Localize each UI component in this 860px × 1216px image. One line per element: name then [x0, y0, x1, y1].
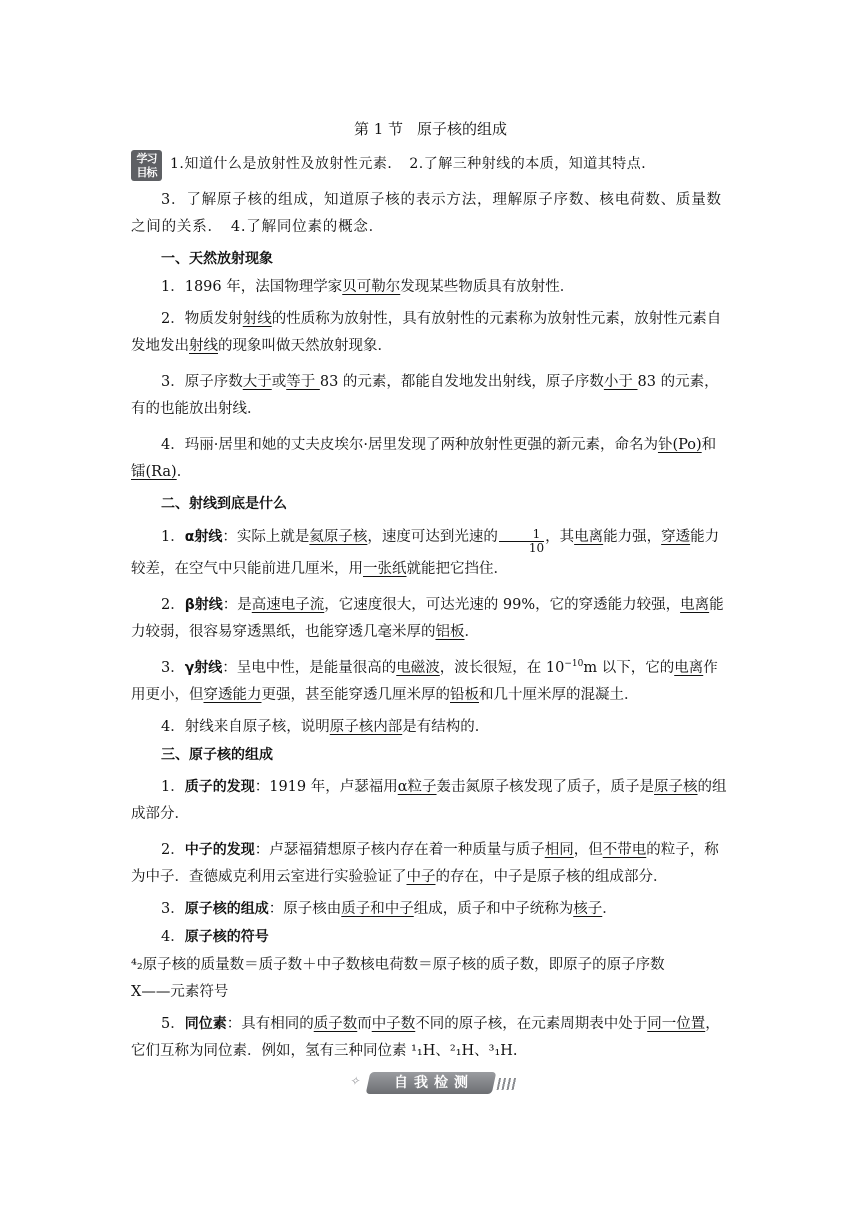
paragraph: 3．原子核的组成：原子核由质子和中子组成，质子和中子统称为核子．	[161, 901, 617, 917]
section-name: 原子核的组成	[417, 120, 508, 138]
stripes-icon	[496, 1078, 517, 1090]
goal-line-1: 1.知道什么是放射性及放射性元素． 2.了解三种射线的本质，知道其特点．	[170, 156, 656, 172]
paragraph: 4．玛丽·居里和她的丈夫皮埃尔·居里发现了两种放射性更强的新元素，命名为钋(Po)和镭(Ra)．	[131, 437, 717, 480]
self-check-label: 自我检测	[393, 1075, 474, 1091]
fraction: $\frac{1}{10}$	[499, 528, 544, 555]
nucleus-symbol-note: ⁴₂原子核的质量数＝质子数＋中子数核电荷数＝原子核的质子数，即原子的原子序数	[131, 957, 665, 973]
paragraph: 3．原子序数大于或等于 83 的元素，都能自发地发出射线，原子序数小于 83 的元素，有的也能放出射线．	[131, 374, 719, 417]
heading-rays: 二、射线到底是什么	[161, 496, 287, 512]
nucleus-symbol-note-x: X——元素符号	[131, 984, 229, 1000]
section-number: 第 1 节	[353, 120, 404, 138]
paragraph-alpha: 1．α射线：实际上就是氦原子核，速度可达到光速的 $\frac{1}{10}$ ，其电离能力强，穿透能力较差，在空气中只能前进几厘米，用一张纸就能把它挡住．	[131, 527, 720, 577]
goal-line-2: 3．了解原子核的组成，知道原子核的表示方法，理解原子序数、核电荷数、质量数之间的关系． 4.了解同位素的概念．	[131, 192, 722, 235]
paragraph-neutron: 2．中子的发现：卢瑟福猜想原子核内存在着一种质量与质子相同，但不带电的粒子，称为中子．查德威克利用云室进行实验验证了中子的存在，中子是原子核的组成部分．	[131, 842, 719, 885]
heading-natural-radioactivity: 一、天然放射现象	[161, 251, 273, 267]
study-goals	[131, 150, 730, 241]
page-title	[131, 118, 730, 140]
paragraph: 4．射线来自原子核，说明原子核内部是有结构的．	[161, 719, 490, 735]
self-check-banner	[131, 1072, 730, 1102]
paragraph-proton: 1．质子的发现：1919 年，卢瑟福用α粒子轰击氮原子核发现了质子，质子是原子核的组成部分．	[131, 779, 727, 822]
paragraph: 4．原子核的符号	[161, 929, 269, 945]
self-check-banner-icon	[348, 1072, 496, 1094]
paragraph: 1．1896 年，法国物理学家贝可勒尔发现某些物质具有放射性．	[161, 279, 575, 295]
sparkle-icon: ✧	[348, 1074, 362, 1088]
study-goal-badge-icon: 学习 目标	[131, 150, 162, 181]
paragraph-isotope: 5．同位素：具有相同的质子数而中子数不同的原子核，在元素周期表中处于同一位置，它们互称为同位素．例如，氢有三种同位素 ¹₁H、²₁H、³₁H.	[131, 1016, 720, 1059]
paragraph: 2．物质发射射线的性质称为放射性，具有放射性的元素称为放射性元素，放射性元素自发地发出射线的现象叫做天然放射现象．	[131, 311, 722, 354]
paragraph-gamma: 3．γ射线：呈电中性，是能量很高的电磁波，波长很短，在 $10^{-10}m$ 以下，它的电离作用更小，但穿透能力更强，甚至能穿透几厘米厚的铅板和几十厘米厚的混凝土．	[131, 659, 718, 703]
heading-nucleus-composition: 三、原子核的组成	[161, 747, 273, 763]
paragraph-beta: 2．β射线：是高速电子流，它速度很大，可达光速的 99%，它的穿透能力较强，电离能力较弱，很容易穿透黑纸，也能穿透几毫米厚的铝板．	[131, 597, 724, 640]
